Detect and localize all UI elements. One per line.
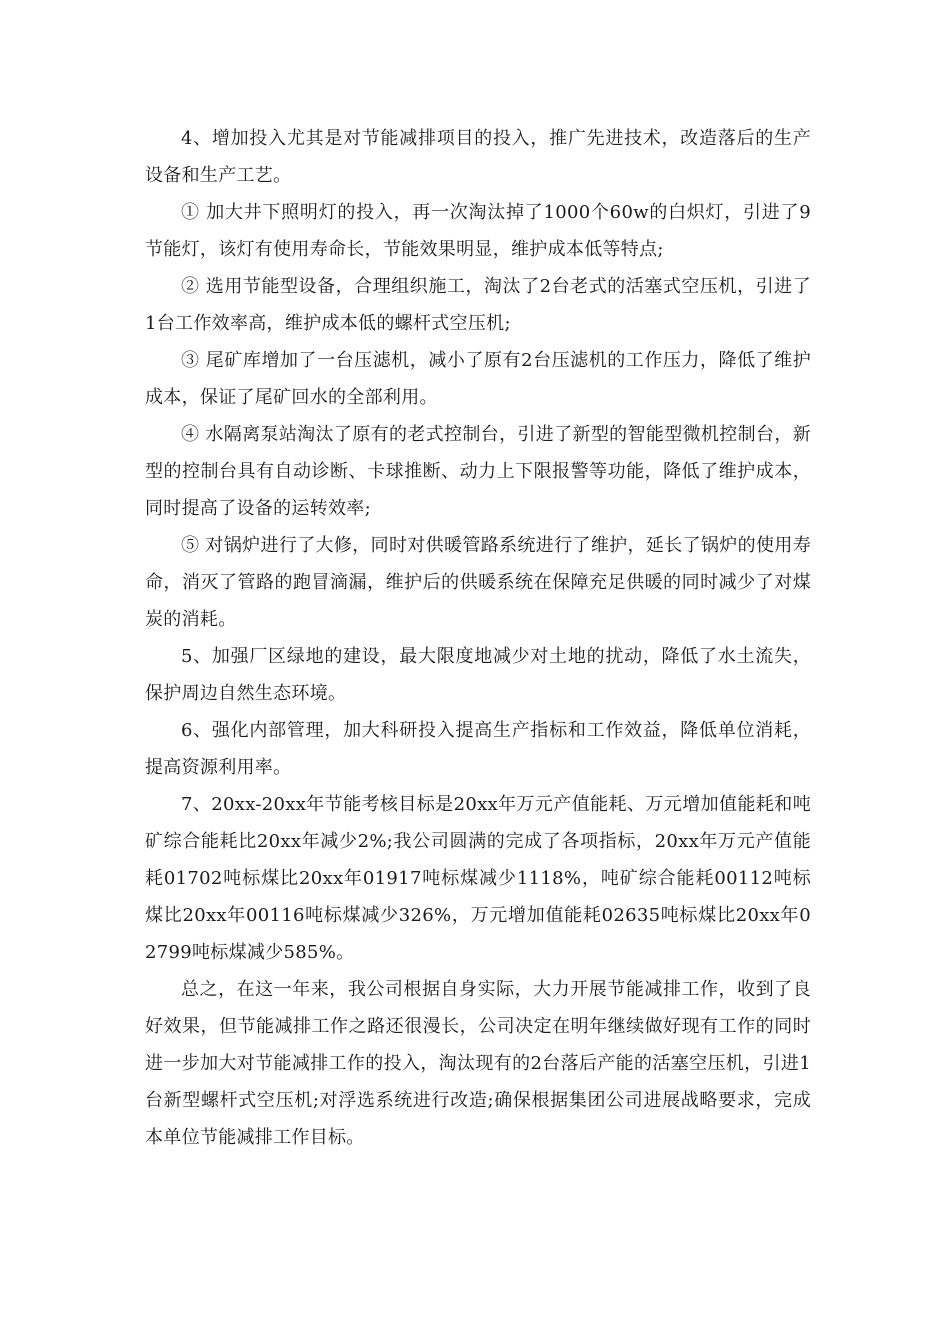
paragraph-item-control-console: ④ 水隔离泵站淘汰了原有的老式控制台，引进了新型的智能型微机控制台，新型的控制台具有自动诊断、卡球推断、动力上下限报警等功能，降低了维护成本，同时提高了设备的运转效率; [145,424,811,519]
paragraph-summary: 总之，在这一年来，我公司根据自身实际，大力开展节能减排工作，收到了良好效果，但节能减排工作之路还很漫长，公司决定在明年继续做好现有工作的同时进一步加大对节能减排工作的投入，淘汰现有的2台落后产能的活塞空压机，引进1台新型螺杆式空压机;对浮选系统进行改造;确保根据集团公司进展战略要求，完成本单位节能减排工作目标。 [145,979,811,1148]
paragraph-item-7-targets: 7、20xx-20xx年节能考核目标是20xx年万元产值能耗、万元增加值能耗和吨矿综合能耗比20xx年减少2%;我公司圆满的完成了各项指标，20xx年万元产值能耗01702吨标煤比20xx年01917吨标煤减少1118%，吨矿综合能耗00112吨标煤比20xx年00116吨标煤减少326%，万元增加值能耗02635吨标煤比20xx年02799吨标煤减少585%。 [145,794,811,963]
paragraph-item-filter-press: ③ 尾矿库增加了一台压滤机，减小了原有2台压滤机的工作压力，降低了维护成本，保证了尾矿回水的全部利用。 [145,350,811,408]
document-body [145,120,811,1156]
paragraph-item-5-greening: 5、加强厂区绿地的建设，最大限度地减少对土地的扰动，降低了水土流失，保护周边自然生态环境。 [145,646,811,704]
paragraph-item-6-management: 6、强化内部管理，加大科研投入提高生产指标和工作效益，降低单位消耗，提高资源利用率。 [145,720,811,778]
paragraph-item-lighting: ① 加大井下照明灯的投入，再一次淘汰掉了1000个60w的白炽灯，引进了9节能灯，该灯有使用寿命长，节能效果明显，维护成本低等特点; [145,202,811,260]
paragraph-item-boiler: ⑤ 对锅炉进行了大修，同时对供暖管路系统进行了维护，延长了锅炉的使用寿命，消灭了管路的跑冒滴漏，维护后的供暖系统在保障充足供暖的同时减少了对煤炭的消耗。 [145,535,811,630]
paragraph-item-compressor: ② 选用节能型设备，合理组织施工，淘汰了2台老式的活塞式空压机，引进了1台工作效率高，维护成本低的螺杆式空压机; [145,276,811,334]
paragraph-item-4-intro: 4、增加投入尤其是对节能减排项目的投入，推广先进技术，改造落后的生产设备和生产工艺。 [145,128,811,186]
